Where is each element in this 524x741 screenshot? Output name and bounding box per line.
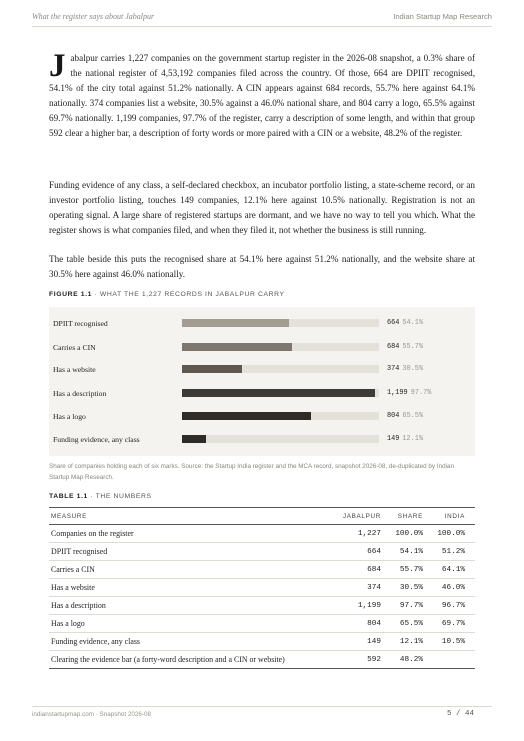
running-head-publisher: Indian Startup Map Research <box>393 12 492 21</box>
paragraph-table-reference: The table beside this puts the recognised share at 54.1% here against 51.2% nationally, and the website share at 30.5% here against 46.0% nationally. <box>49 254 475 280</box>
bar-track <box>182 389 379 397</box>
bar <box>182 435 206 443</box>
table-row <box>49 615 475 633</box>
column-header-jabalpur: JABALPUR <box>339 508 383 525</box>
figure-label: FIGURE 1.1 <box>49 291 93 298</box>
bar <box>182 319 289 327</box>
bar-share: 55.7% <box>402 343 424 351</box>
table-header-row <box>49 508 475 525</box>
column-header-measure: MEASURE <box>49 508 339 525</box>
bar-label: Funding evidence, any class <box>53 435 140 444</box>
bar-track <box>182 435 379 443</box>
table-row <box>49 633 475 651</box>
chart-row <box>49 383 475 405</box>
figure-caption: FIGURE 1.1 · WHAT THE 1,227 RECORDS IN JABALPUR CARRY <box>49 291 285 298</box>
cell-india: 51.2% <box>425 543 475 561</box>
running-head-title: What the register says about Jabalpur <box>32 12 155 21</box>
bar <box>182 412 311 420</box>
bar-track <box>182 343 379 351</box>
bar-count: 684 <box>387 343 400 351</box>
bar <box>182 365 242 373</box>
bar-value-label <box>387 412 423 420</box>
paragraph-funding: Funding evidence of any class, a self-declared checkbox, an incubator portfolio listing, a state-scheme record, or an investor portfolio listing, touches 149 companies, 12.1% here against 10.5% nationally. Registration is not an operating signal. A large share of registered startups are dormant, and we have no way to tell you which. What the register shows is what companies filed, and when they filed it, not whether the business is still running. <box>49 180 475 236</box>
table-row <box>49 651 475 669</box>
bar-chart <box>49 307 475 457</box>
cell-measure: Has a logo <box>49 615 339 633</box>
footer-divider <box>32 706 492 707</box>
cell-share: 100.0% <box>383 525 425 543</box>
cell-share: 65.5% <box>383 615 425 633</box>
cell-jabalpur: 149 <box>339 633 383 651</box>
column-header-share: SHARE <box>383 508 425 525</box>
header-divider <box>32 26 492 27</box>
bar-value-label <box>387 389 431 397</box>
bar <box>182 389 375 397</box>
table-label: TABLE 1.1 <box>49 493 88 500</box>
cell-jabalpur: 592 <box>339 651 383 669</box>
bar <box>182 343 292 351</box>
cell-measure: Funding evidence, any class <box>49 633 339 651</box>
numbers-table <box>49 507 475 669</box>
bar-share: 97.7% <box>410 389 432 397</box>
bar-value-label <box>387 365 423 373</box>
bar-value-label <box>387 435 423 443</box>
cell-india: 69.7% <box>425 615 475 633</box>
table-row <box>49 561 475 579</box>
bar-value-label <box>387 319 423 327</box>
table-title: THE NUMBERS <box>95 493 152 500</box>
bar-label: Has a logo <box>53 412 86 421</box>
cell-jabalpur: 1,199 <box>339 597 383 615</box>
table-row <box>49 579 475 597</box>
cell-share: 12.1% <box>383 633 425 651</box>
cell-share: 55.7% <box>383 561 425 579</box>
cell-measure: Has a description <box>49 597 339 615</box>
cell-india: 96.7% <box>425 597 475 615</box>
bar-label: Carries a CIN <box>53 343 96 352</box>
cell-india: 10.5% <box>425 633 475 651</box>
cell-india: 64.1% <box>425 561 475 579</box>
bar-count: 804 <box>387 412 400 420</box>
paragraph-intro-text: abalpur carries 1,227 companies on the government startup register in the 2026-08 snapshot, a 0.3% share of the national register of 4,53,192 companies filed across the country. Of those, 664 are DPIIT recognised, 54.1% of the city total against 51.2% nationally. A CIN appears against 684 records, 55.7% here against 64.1% nationally. 374 companies list a website, 30.5% against a 46.0% national share, and 804 carry a logo, 65.5% against 69.7% nationally. 1,199 companies, 97.7% of the register, carry a description of some length, and within that group 592 clear a higher bar, a description of forty words or more paired with a CIN or a website, 48.2% of the register. <box>49 53 475 139</box>
bar-label: Has a description <box>53 389 107 398</box>
cell-measure: Companies on the register <box>49 525 339 543</box>
cell-share: 54.1% <box>383 543 425 561</box>
cell-measure: Has a website <box>49 579 339 597</box>
footer-source: indianstartupmap.com · Snapshot 2026-08 <box>32 711 152 718</box>
running-head <box>32 10 492 24</box>
cell-jabalpur: 664 <box>339 543 383 561</box>
bar-value-label <box>387 343 423 351</box>
bar-share: 30.5% <box>402 365 424 373</box>
bar-label: Has a website <box>53 365 96 374</box>
page-number: 5 / 44 <box>446 710 474 718</box>
bar-share: 65.5% <box>402 412 424 420</box>
table-caption: TABLE 1.1 · THE NUMBERS <box>49 493 152 500</box>
figure-source-note: Share of companies holding each of six marks. Source: the Startup India register and the MCA record, snapshot 2026-08, de-duplicated by Indian Startup Map Research. <box>49 463 454 481</box>
table-row <box>49 597 475 615</box>
bar-count: 664 <box>387 319 400 327</box>
paragraph-intro <box>49 48 475 142</box>
bar-share: 12.1% <box>402 435 424 443</box>
bar-track <box>182 412 379 420</box>
bar-track <box>182 365 379 373</box>
cell-india: 46.0% <box>425 579 475 597</box>
chart-row <box>49 359 475 381</box>
chart-row <box>49 313 475 335</box>
bar-count: 374 <box>387 365 400 373</box>
table-row <box>49 543 475 561</box>
chart-row <box>49 429 475 451</box>
cell-jabalpur: 684 <box>339 561 383 579</box>
bar-track <box>182 319 379 327</box>
bar-label: DPIIT recognised <box>53 319 108 328</box>
column-header-india: INDIA <box>425 508 475 525</box>
cell-share: 97.7% <box>383 597 425 615</box>
cell-jabalpur: 374 <box>339 579 383 597</box>
cell-jabalpur: 1,227 <box>339 525 383 543</box>
table-row <box>49 525 475 543</box>
cell-india: 100.0% <box>425 525 475 543</box>
cell-measure: DPIIT recognised <box>49 543 339 561</box>
chart-row <box>49 406 475 428</box>
table-body <box>49 525 475 669</box>
figure-title: WHAT THE 1,227 RECORDS IN JABALPUR CARRY <box>99 291 285 298</box>
cell-measure: Clearing the evidence bar (a forty-word description and a CIN or website) <box>49 651 339 669</box>
cell-measure: Carries a CIN <box>49 561 339 579</box>
cell-share: 48.2% <box>383 651 425 669</box>
bar-count: 1,199 <box>387 389 408 397</box>
bar-share: 54.1% <box>402 319 424 327</box>
drop-cap: J <box>49 48 66 84</box>
chart-row <box>49 337 475 359</box>
cell-share: 30.5% <box>383 579 425 597</box>
bar-count: 149 <box>387 435 400 443</box>
cell-jabalpur: 804 <box>339 615 383 633</box>
cell-india <box>425 651 475 669</box>
